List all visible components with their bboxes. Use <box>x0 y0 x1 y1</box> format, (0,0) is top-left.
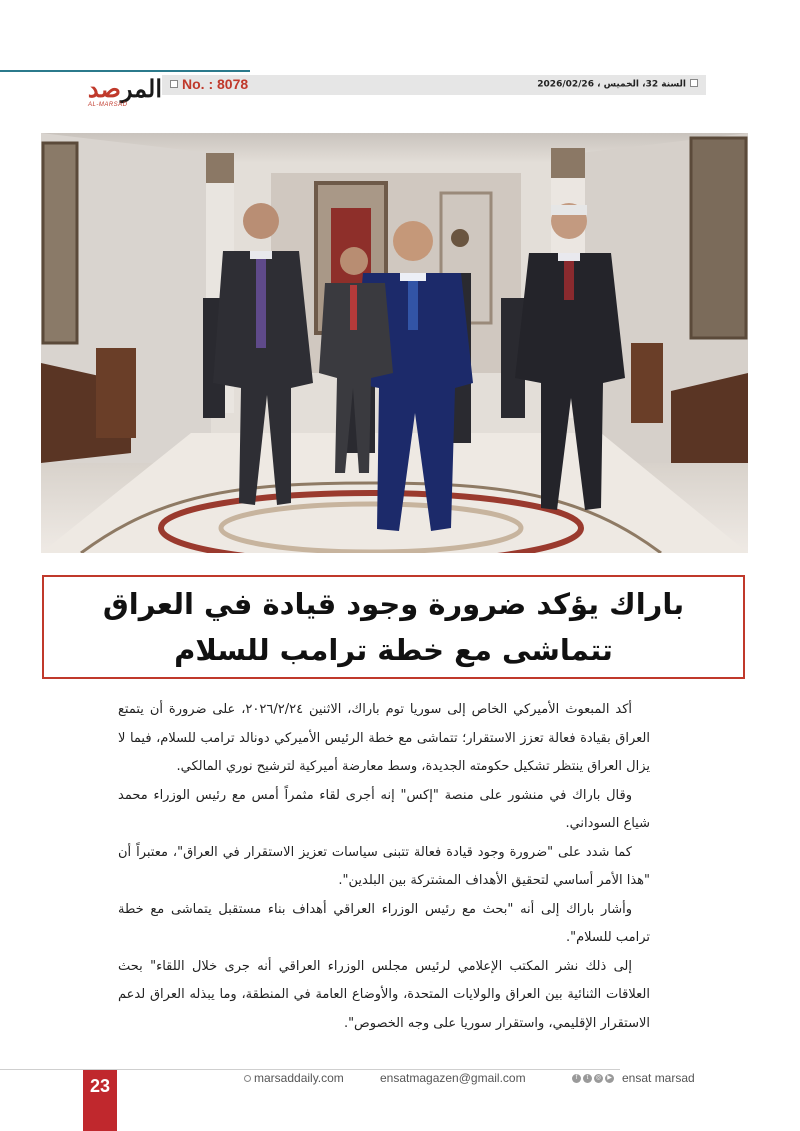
logo-wordmark <box>88 76 162 102</box>
article-paragraph: وأشار باراك إلى أنه "بحث مع رئيس الوزراء العراقي أهداف بناء مستقبل يتماشى مع خطة ترامب للسلام". <box>118 901 650 945</box>
header-bar <box>162 75 706 95</box>
social-icons <box>572 1074 618 1084</box>
publication-logo[interactable] <box>84 76 162 112</box>
logo-text-accent: صد <box>87 74 121 103</box>
date-line-text: السنة 32، الخميس ، 2026/02/26 <box>537 79 686 90</box>
footer-email[interactable]: ensatmagazen@gmail.com <box>380 1071 526 1085</box>
footer-social-handle[interactable]: ensat marsad <box>622 1071 695 1085</box>
footer-website-text: marsaddaily.com <box>254 1071 344 1085</box>
article-body <box>118 696 650 1038</box>
article-headline: باراك يؤكد ضرورة وجود قيادة في العراق تتماشى مع خطة ترامب للسلام <box>102 587 685 667</box>
issue-number <box>170 76 248 92</box>
photo-image-icon <box>41 133 748 553</box>
article-paragraph: إلى ذلك نشر المكتب الإعلامي لرئيس مجلس الوزراء العراقي أنه جرى خلال اللقاء" بحث العلاقات الثنائية بين العراق والولايات المتحدة، والأوضاع العامة في المنطقة، وما يبذله العراق لدعم الاستقرار الإقليمي، واستقرار سوريا على وجه الخصوص". <box>118 958 650 1031</box>
article-paragraph: وقال باراك في منشور على منصة "إكس" إنه أجرى لقاء مثمراً أمس مع رئيس الوزراء محمد شياع السوداني. <box>118 787 650 831</box>
issue-number-text: No. : 8078 <box>182 76 249 92</box>
footer-website[interactable] <box>244 1071 344 1085</box>
instagram-icon[interactable]: ◎ <box>595 1075 602 1081</box>
top-rule <box>0 70 250 72</box>
page-number: 23 <box>83 1070 117 1131</box>
globe-icon <box>244 1075 251 1082</box>
article-paragraph: أكد المبعوث الأميركي الخاص إلى سوريا توم باراك، الاثنين ٢٠٢٦/٢/٢٤، على ضرورة أن يتمتع العراق بقيادة فعالة تعزز الاستقرار؛ تتماشى مع خطة الرئيس الأميركي دونالد ترامب للسلام، فيما لا يزال العراق ينتظر تشكيل حكومته الجديدة، وسط معارضة أميركية لترشيح نوري المالكي. <box>118 702 650 774</box>
date-line <box>537 79 698 90</box>
facebook-icon[interactable]: f <box>572 1074 581 1083</box>
logo-subtext: AL-MARSAD <box>88 102 128 108</box>
square-bullet-icon <box>170 80 178 88</box>
headline-box <box>42 575 745 679</box>
square-bullet-icon <box>690 79 698 87</box>
logo-text-main: المر <box>120 74 162 103</box>
youtube-icon[interactable]: ▶ <box>605 1074 614 1083</box>
article-paragraph: كما شدد على "ضرورة وجود قيادة فعالة تتبنى سياسات تعزيز الاستقرار في العراق"، معتبراً أن "هذا الأمر أساسي لتحقيق الأهداف المشتركة بين البلدين". <box>118 844 650 888</box>
article-photo <box>41 133 748 553</box>
twitter-icon[interactable]: t <box>583 1074 592 1083</box>
